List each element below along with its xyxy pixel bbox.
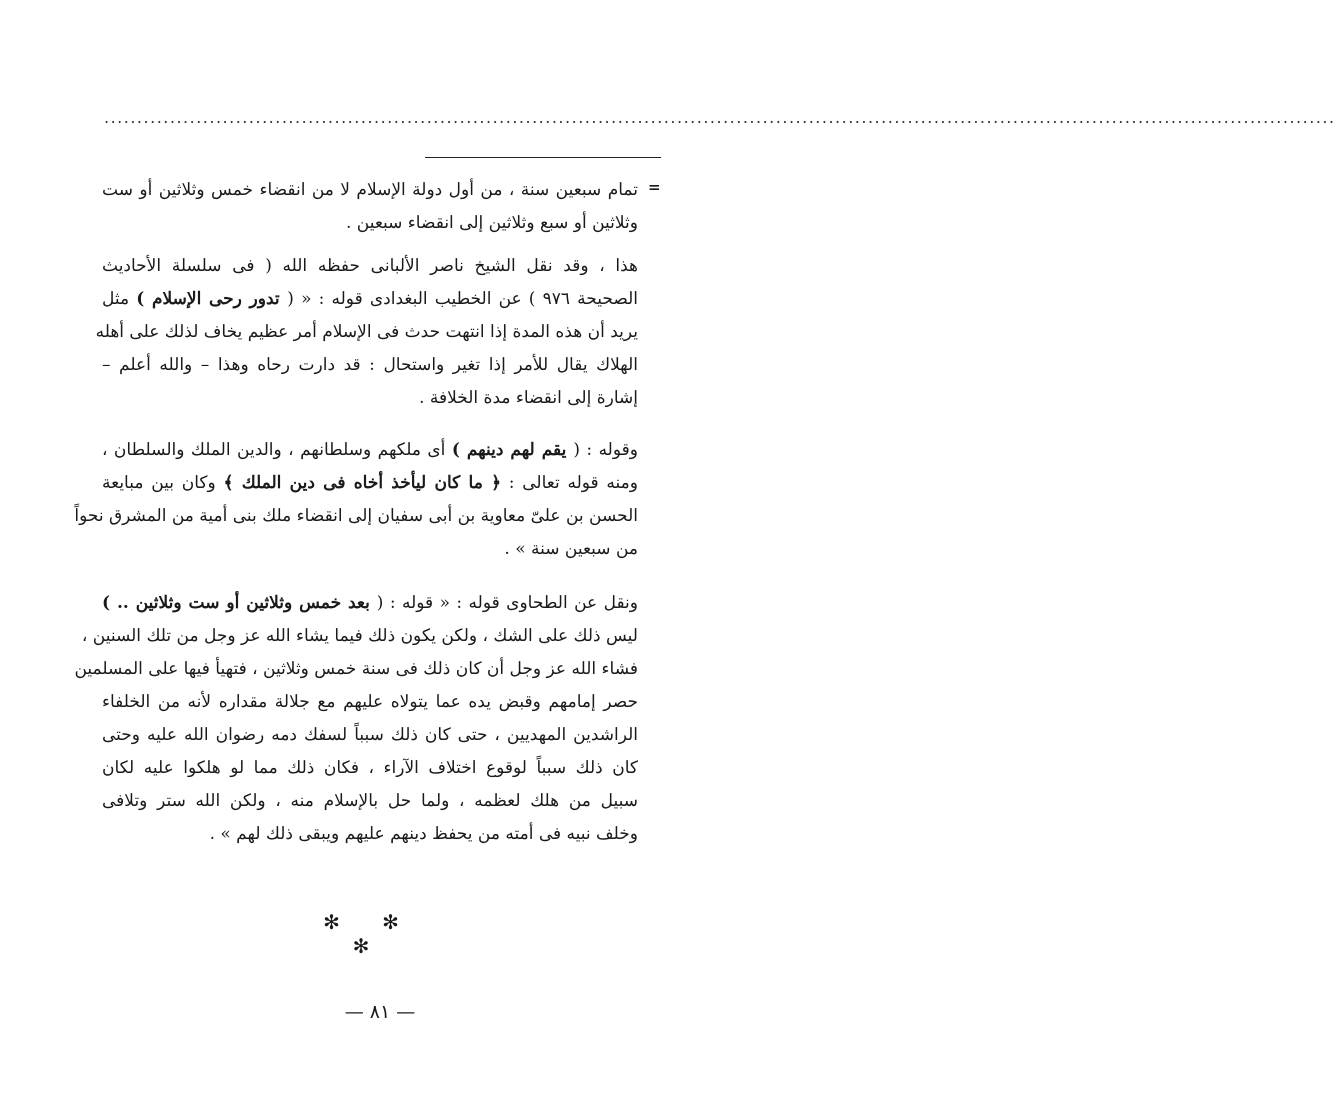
page-number: — ٨١ — xyxy=(344,1001,416,1023)
paragraph-3 xyxy=(74,587,639,851)
text-line: وخلف نبيه فى أمته من يحفظ دينهم عليهم ويبقى ذلك لهم » . xyxy=(209,824,638,844)
quran-verse: ﴿ ما كان ليأخذ أخاه فى دين الملك ﴾ xyxy=(223,473,502,493)
text-line: حصر إمامهم وقبض يده عما يتولاه عليهم مع جلالة مقداره لأنه من الخلفاء xyxy=(102,692,638,712)
dotted-separator: ........................................................................................................................................................................................... xyxy=(104,108,1336,127)
text-segment: الصحيحة ٩٧٦ ) عن الخطيب البغدادى قوله : « ( xyxy=(287,289,638,309)
bold-quote: تدور رحى الإسلام ) xyxy=(136,289,288,309)
text-line xyxy=(102,434,638,467)
text-line xyxy=(102,587,638,620)
text-line: ليس ذلك على الشك ، ولكن يكون ذلك فيما يشاء الله عز وجل من تلك السنين ، xyxy=(81,626,638,646)
text-line: كان ذلك سبباً لوقوع اختلاف الآراء ، فكان ذلك مما لو هلكوا عليه لكان xyxy=(102,758,638,778)
section-separator-stars: ✻ ✻ ✻ xyxy=(323,910,417,958)
bold-quote: يقم لهم دينهم ) xyxy=(451,440,574,460)
paragraph-1 xyxy=(95,250,638,415)
text-segment: وقوله : ( xyxy=(573,440,638,460)
footnote-continuation-mark: = xyxy=(648,178,661,196)
text-line: سبيل من هلك لعظمه ، ولما حل بالإسلام منه ، ولكن الله ستر وتلافى xyxy=(102,791,639,811)
text-line: الراشدين المهديين ، حتى كان ذلك سبباً لسفك دمه رضوان الله عليه وحتى xyxy=(102,725,638,745)
text-line: يريد أن هذه المدة إذا انتهت حدث فى الإسلام أمر عظيم يخاف لذلك على أهله xyxy=(95,322,638,342)
text-line xyxy=(102,283,638,316)
text-line xyxy=(102,467,638,500)
text-line: فشاء الله عز وجل أن كان ذلك فى سنة خمس وثلاثين ، فتهيأ فيها على المسلمين xyxy=(74,659,638,679)
text-line: الهلاك يقال للأمر إذا تغير واستحال : قد دارت رحاه وهذا – والله أعلم – xyxy=(102,355,638,375)
text-segment: وكان بين مبايعة xyxy=(102,473,224,493)
text-segment: أى ملكهم وسلطانهم ، والدين الملك والسلطان ، xyxy=(102,440,452,460)
footnote-rule xyxy=(425,157,661,158)
text-line: إشارة إلى انقضاء مدة الخلافة . xyxy=(419,388,638,408)
text-line: من سبعين سنة » . xyxy=(504,539,638,559)
text-line: الحسن بن علىّ معاوية بن أبى سفيان إلى انقضاء ملك بنى أمية من المشرق نحواً xyxy=(74,506,638,526)
bold-quote: بعد خمس وثلاثين أو ست وثلاثين .. ) xyxy=(102,593,377,613)
footnote-line: وثلاثين أو سبع وثلاثين إلى انقضاء سبعين . xyxy=(345,213,638,233)
text-line: هذا ، وقد نقل الشيخ ناصر الألبانى حفظه الله ( فى سلسلة الأحاديث xyxy=(102,256,638,276)
text-segment: مثل xyxy=(102,289,137,309)
footnote-line: تمام سبعين سنة ، من أول دولة الإسلام لا من انقضاء خمس وثلاثين أو ست xyxy=(102,180,638,200)
paragraph-2 xyxy=(74,434,638,566)
text-segment: ونقل عن الطحاوى قوله : « قوله : ( xyxy=(376,593,638,613)
text-segment: ومنه قوله تعالى : xyxy=(501,473,638,493)
footnote-text xyxy=(102,174,638,240)
